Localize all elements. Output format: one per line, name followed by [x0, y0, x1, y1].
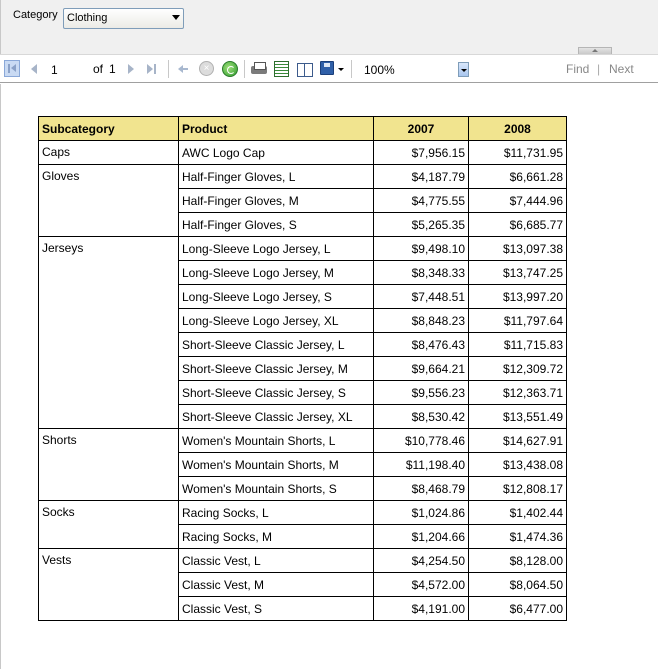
next-page-icon[interactable]	[126, 61, 136, 77]
product-cell: Half-Finger Gloves, S	[179, 213, 374, 237]
sales-2008-cell: $12,309.72	[469, 357, 567, 381]
sales-2008-cell: $14,627.91	[469, 429, 567, 453]
table-row	[39, 141, 567, 165]
back-icon[interactable]	[178, 61, 188, 77]
table-row	[39, 549, 567, 573]
sales-2008-cell: $13,438.08	[469, 453, 567, 477]
subcategory-cell: Shorts	[39, 429, 179, 501]
sales-2008-cell: $8,128.00	[469, 549, 567, 573]
sales-2007-cell: $8,848.23	[374, 309, 469, 333]
table-row	[39, 165, 567, 189]
print-layout-icon[interactable]	[274, 61, 289, 77]
total-pages: 1	[109, 62, 116, 76]
sales-2007-cell: $4,187.79	[374, 165, 469, 189]
previous-page-icon[interactable]	[29, 61, 39, 77]
current-page-input[interactable]	[47, 61, 83, 78]
product-cell: AWC Logo Cap	[179, 141, 374, 165]
sales-2007-cell: $5,265.35	[374, 213, 469, 237]
sales-2008-cell: $6,477.00	[469, 597, 567, 621]
page-setup-icon[interactable]	[296, 61, 314, 77]
chevron-down-icon	[172, 15, 180, 20]
sales-2008-cell: $6,661.28	[469, 165, 567, 189]
sales-2008-cell: $11,797.64	[469, 309, 567, 333]
sales-2007-cell: $4,191.00	[374, 597, 469, 621]
product-cell: Racing Socks, M	[179, 525, 374, 549]
sales-2008-cell: $1,474.36	[469, 525, 567, 549]
sales-2007-cell: $8,468.79	[374, 477, 469, 501]
product-cell: Long-Sleeve Logo Jersey, S	[179, 285, 374, 309]
sales-2007-cell: $1,204.66	[374, 525, 469, 549]
subcategory-cell: Socks	[39, 501, 179, 549]
of-label: of	[93, 62, 104, 76]
sales-2007-cell: $11,198.40	[374, 453, 469, 477]
sales-2007-cell: $8,348.33	[374, 261, 469, 285]
product-cell: Women's Mountain Shorts, L	[179, 429, 374, 453]
table-row	[39, 237, 567, 261]
header-2008: 2008	[469, 117, 567, 141]
toolbar-divider	[244, 60, 245, 78]
sales-2008-cell: $12,808.17	[469, 477, 567, 501]
product-cell: Racing Socks, L	[179, 501, 374, 525]
header-product: Product	[179, 117, 374, 141]
sales-2007-cell: $9,664.21	[374, 357, 469, 381]
sales-2008-cell: $8,064.50	[469, 573, 567, 597]
sales-2007-cell: $4,775.55	[374, 189, 469, 213]
sales-2007-cell: $7,956.15	[374, 141, 469, 165]
sales-2007-cell: $10,778.46	[374, 429, 469, 453]
subcategory-cell: Jerseys	[39, 237, 179, 429]
product-cell: Long-Sleeve Logo Jersey, XL	[179, 309, 374, 333]
table-row	[39, 429, 567, 453]
subcategory-cell: Caps	[39, 141, 179, 165]
product-cell: Short-Sleeve Classic Jersey, L	[179, 333, 374, 357]
product-cell: Short-Sleeve Classic Jersey, M	[179, 357, 374, 381]
table-row	[39, 501, 567, 525]
collapse-parameters-handle[interactable]	[578, 47, 612, 54]
category-value: Clothing	[67, 12, 108, 24]
sales-2008-cell: $11,715.83	[469, 333, 567, 357]
header-subcategory: Subcategory	[39, 117, 179, 141]
sales-2008-cell: $13,747.25	[469, 261, 567, 285]
sales-2007-cell: $4,254.50	[374, 549, 469, 573]
sales-2008-cell: $11,731.95	[469, 141, 567, 165]
find-link[interactable]: Find	[566, 62, 590, 76]
parameter-area	[0, 0, 658, 54]
sales-2008-cell: $13,551.49	[469, 405, 567, 429]
toolbar-divider	[168, 60, 169, 78]
sales-2007-cell: $8,530.42	[374, 405, 469, 429]
find-text-input[interactable]	[482, 60, 558, 79]
sales-2007-cell: $8,476.43	[374, 333, 469, 357]
product-cell: Half-Finger Gloves, M	[179, 189, 374, 213]
product-cell: Women's Mountain Shorts, M	[179, 453, 374, 477]
stop-icon[interactable]: ×	[199, 61, 214, 76]
product-cell: Short-Sleeve Classic Jersey, S	[179, 381, 374, 405]
product-cell: Short-Sleeve Classic Jersey, XL	[179, 405, 374, 429]
table-header-row	[39, 117, 567, 141]
product-cell: Long-Sleeve Logo Jersey, M	[179, 261, 374, 285]
sales-2008-cell: $12,363.71	[469, 381, 567, 405]
product-cell: Women's Mountain Shorts, S	[179, 477, 374, 501]
sales-2007-cell: $9,498.10	[374, 237, 469, 261]
report-body	[39, 141, 567, 621]
find-next-link[interactable]: Next	[609, 62, 634, 76]
report-table	[38, 116, 567, 621]
zoom-dropdown[interactable]	[360, 60, 470, 79]
find-separator: |	[597, 62, 601, 76]
sales-2007-cell: $4,572.00	[374, 573, 469, 597]
category-label: Category	[13, 9, 58, 21]
report-viewport[interactable]	[0, 84, 658, 669]
refresh-icon[interactable]	[222, 61, 238, 77]
last-page-icon[interactable]	[147, 61, 159, 77]
export-dropdown-icon[interactable]	[338, 68, 344, 71]
sales-2007-cell: $7,448.51	[374, 285, 469, 309]
sales-2008-cell: $1,402.44	[469, 501, 567, 525]
product-cell: Classic Vest, M	[179, 573, 374, 597]
sales-2008-cell: $6,685.77	[469, 213, 567, 237]
sales-2008-cell: $13,997.20	[469, 285, 567, 309]
print-icon[interactable]	[250, 61, 268, 77]
toolbar-divider	[351, 60, 352, 78]
header-2007: 2007	[374, 117, 469, 141]
subcategory-cell: Vests	[39, 549, 179, 621]
export-save-icon[interactable]	[320, 61, 334, 75]
category-dropdown[interactable]	[63, 8, 184, 29]
product-cell: Long-Sleeve Logo Jersey, L	[179, 237, 374, 261]
first-page-icon[interactable]	[4, 60, 20, 77]
sales-2008-cell: $13,097.38	[469, 237, 567, 261]
sales-2007-cell: $9,556.23	[374, 381, 469, 405]
product-cell: Classic Vest, L	[179, 549, 374, 573]
chevron-down-icon[interactable]	[458, 62, 469, 77]
product-cell: Classic Vest, S	[179, 597, 374, 621]
report-toolbar	[0, 54, 658, 83]
subcategory-cell: Gloves	[39, 165, 179, 237]
sales-2007-cell: $1,024.86	[374, 501, 469, 525]
zoom-value: 100%	[364, 63, 395, 77]
sales-2008-cell: $7,444.96	[469, 189, 567, 213]
product-cell: Half-Finger Gloves, L	[179, 165, 374, 189]
